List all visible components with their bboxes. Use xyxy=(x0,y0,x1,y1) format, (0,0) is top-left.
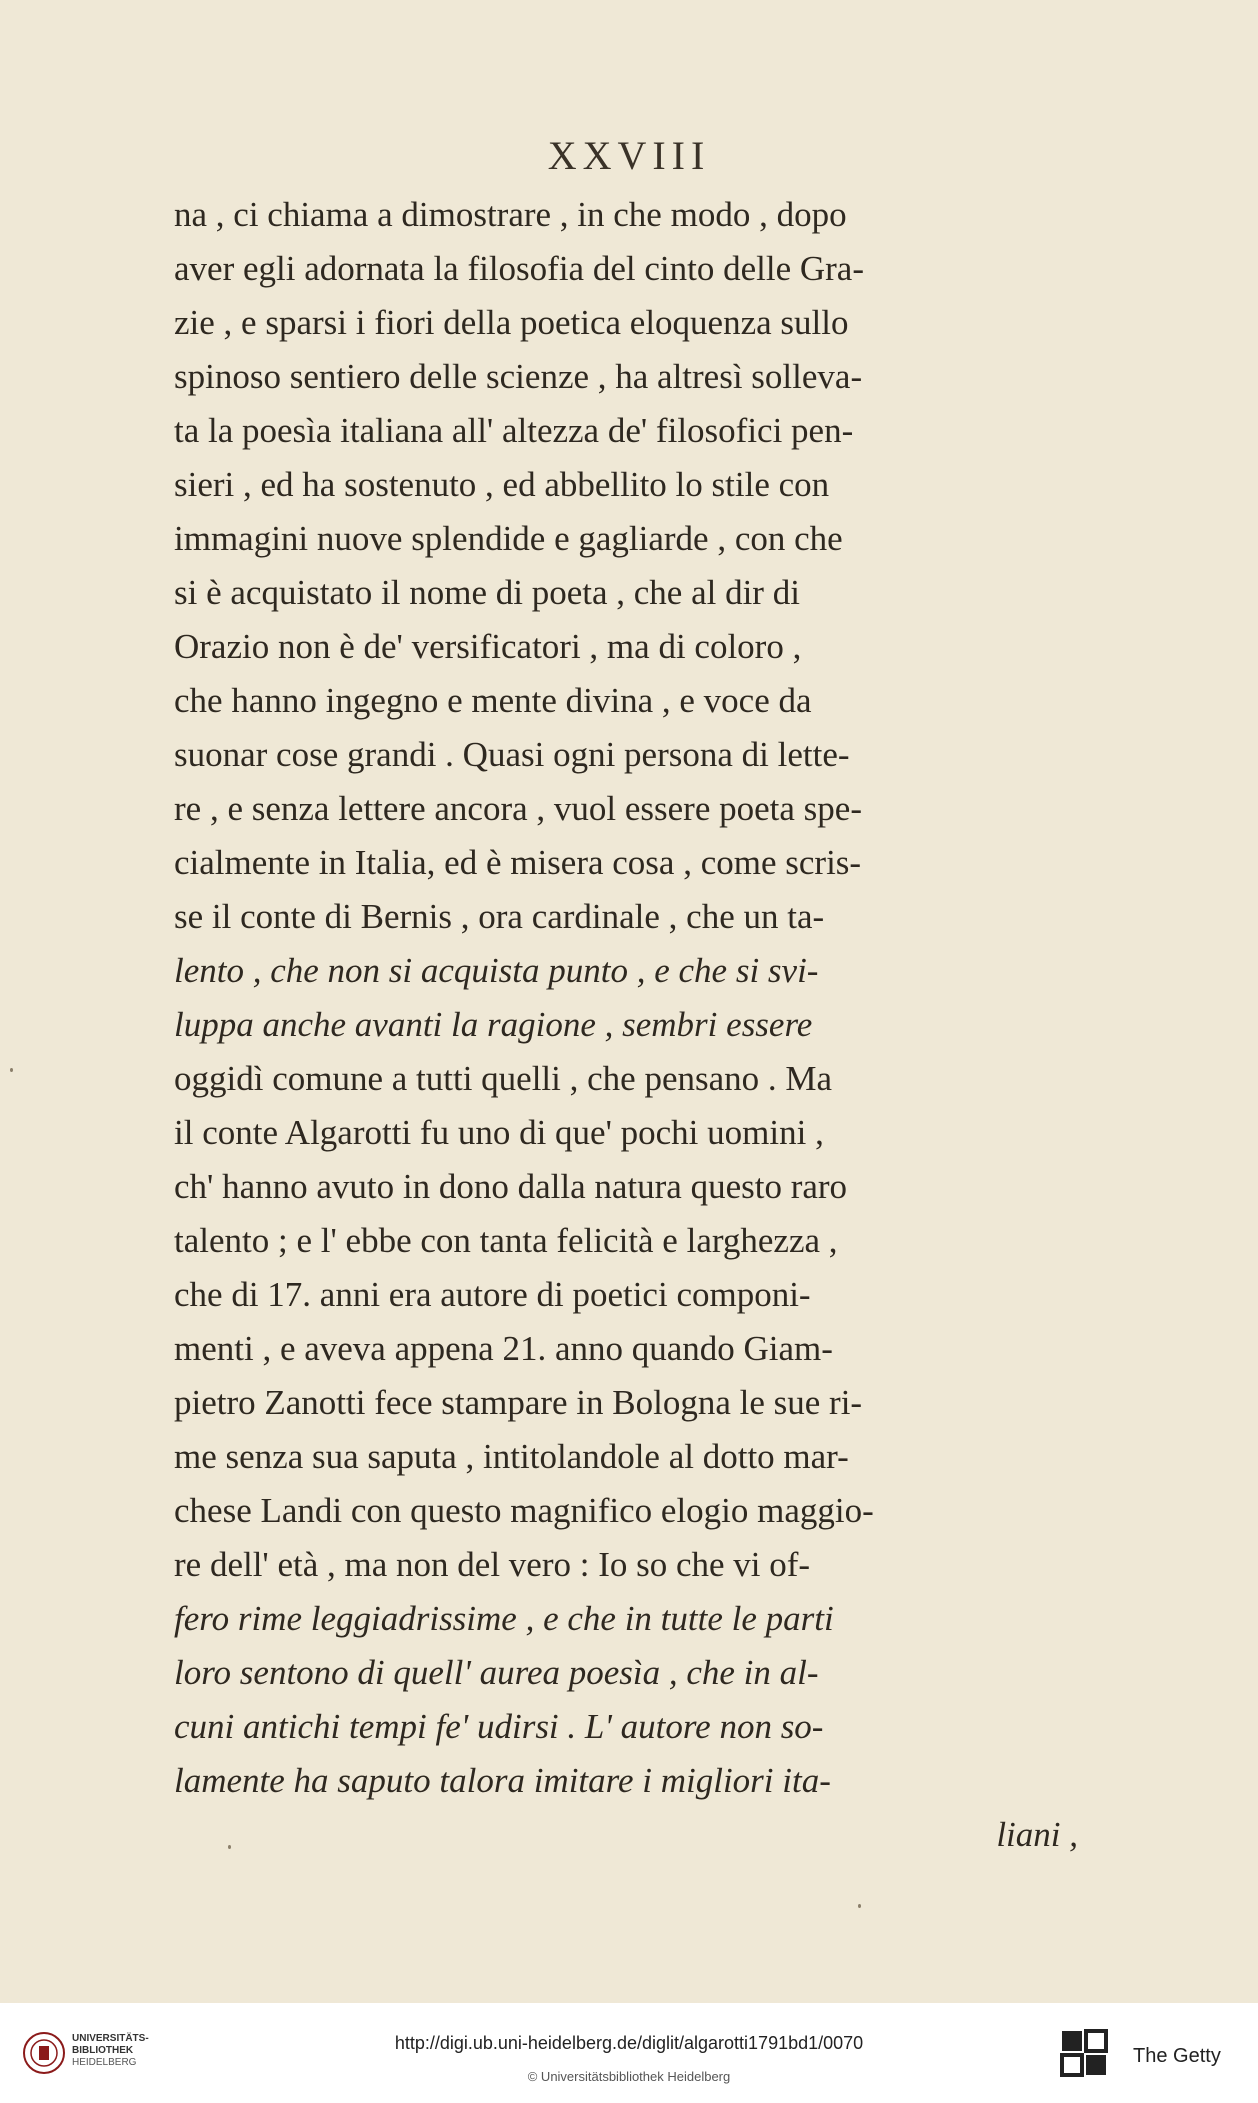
text-line: Orazio non è de' versificatori , ma di coloro , xyxy=(174,627,802,666)
text-line: lamente ha saputo talora imitare i migliori ita- xyxy=(174,1761,831,1800)
text-line: zie , e sparsi i fiori della poetica eloquenza sullo xyxy=(174,303,849,342)
page-number: XXVIII xyxy=(547,133,711,178)
catchword: liani , xyxy=(996,1815,1078,1854)
body-text xyxy=(174,188,1078,1862)
text-line: na , ci chiama a dimostrare , in che modo , dopo xyxy=(174,195,847,234)
text-line: fero rime leggiadrissime , e che in tutte le parti xyxy=(174,1599,834,1638)
text-line: cuni antichi tempi fe' udirsi . L' autore non so- xyxy=(174,1707,824,1746)
text-line: sieri , ed ha sostenuto , ed abbellito lo stile con xyxy=(174,465,830,504)
text-line: re , e senza lettere ancora , vuol essere poeta spe- xyxy=(174,789,862,828)
text-line: menti , e aveva appena 21. anno quando Giam- xyxy=(174,1329,833,1368)
paper-speck xyxy=(228,1845,231,1849)
copyright-notice: © Universitätsbibliothek Heidelberg xyxy=(527,2069,731,2084)
institution-line: UNIVERSITÄTS- xyxy=(72,2033,149,2044)
text-line: ch' hanno avuto in dono dalla natura questo raro xyxy=(174,1167,848,1206)
text-line: cialmente in Italia, ed è misera cosa , come scris- xyxy=(174,843,862,882)
text-line: me senza sua saputa , intitolandole al dotto mar- xyxy=(174,1437,849,1476)
text-line: spinoso sentiero delle scienze , ha altresì solleva- xyxy=(174,357,863,396)
institution-line: BIBLIOTHEK xyxy=(72,2045,134,2056)
paper-speck xyxy=(10,1068,13,1072)
text-line: si è acquistato il nome di poeta , che al dir di xyxy=(174,573,800,612)
source-url-link[interactable]: http://digi.ub.uni-heidelberg.de/diglit/algarotti1791bd1/0070 xyxy=(394,2033,864,2053)
paper-speck xyxy=(858,1904,861,1908)
text-line: suonar cose grandi . Quasi ogni persona di lette- xyxy=(174,735,850,774)
text-line: se il conte di Bernis , ora cardinale , che un ta- xyxy=(174,897,825,936)
text-line: re dell' età , ma non del vero : Io so che vi of- xyxy=(174,1545,811,1584)
text-line: pietro Zanotti fece stampare in Bologna le sue ri- xyxy=(174,1383,863,1422)
text-line: loro sentono di quell' aurea poesìa , che in al- xyxy=(174,1653,819,1692)
text-line: aver egli adornata la filosofia del cinto delle Gra- xyxy=(174,249,864,288)
footer-bar xyxy=(0,2003,1258,2103)
partner-name: The Getty xyxy=(1133,2045,1221,2067)
text-line: luppa anche avanti la ragione , sembri essere xyxy=(174,1005,813,1044)
text-line: ta la poesìa italiana all' altezza de' filosofici pen- xyxy=(174,411,854,450)
text-line: oggidì comune a tutti quelli , che pensano . Ma xyxy=(174,1059,833,1098)
text-line: chese Landi con questo magnifico elogio maggio- xyxy=(174,1491,874,1530)
text-line: talento ; e l' ebbe con tanta felicità e larghezza , xyxy=(174,1221,838,1260)
text-line: il conte Algarotti fu uno di que' pochi uomini , xyxy=(174,1113,824,1152)
text-line: immagini nuove splendide e gagliarde , con che xyxy=(174,519,843,558)
institution-line: HEIDELBERG xyxy=(72,2057,137,2068)
text-line: lento , che non si acquista punto , e che si svi- xyxy=(174,951,819,990)
text-line: che di 17. anni era autore di poetici componi- xyxy=(174,1275,811,1314)
getty-logo-icon xyxy=(1060,2029,1110,2079)
text-line: che hanno ingegno e mente divina , e voce da xyxy=(174,681,812,720)
